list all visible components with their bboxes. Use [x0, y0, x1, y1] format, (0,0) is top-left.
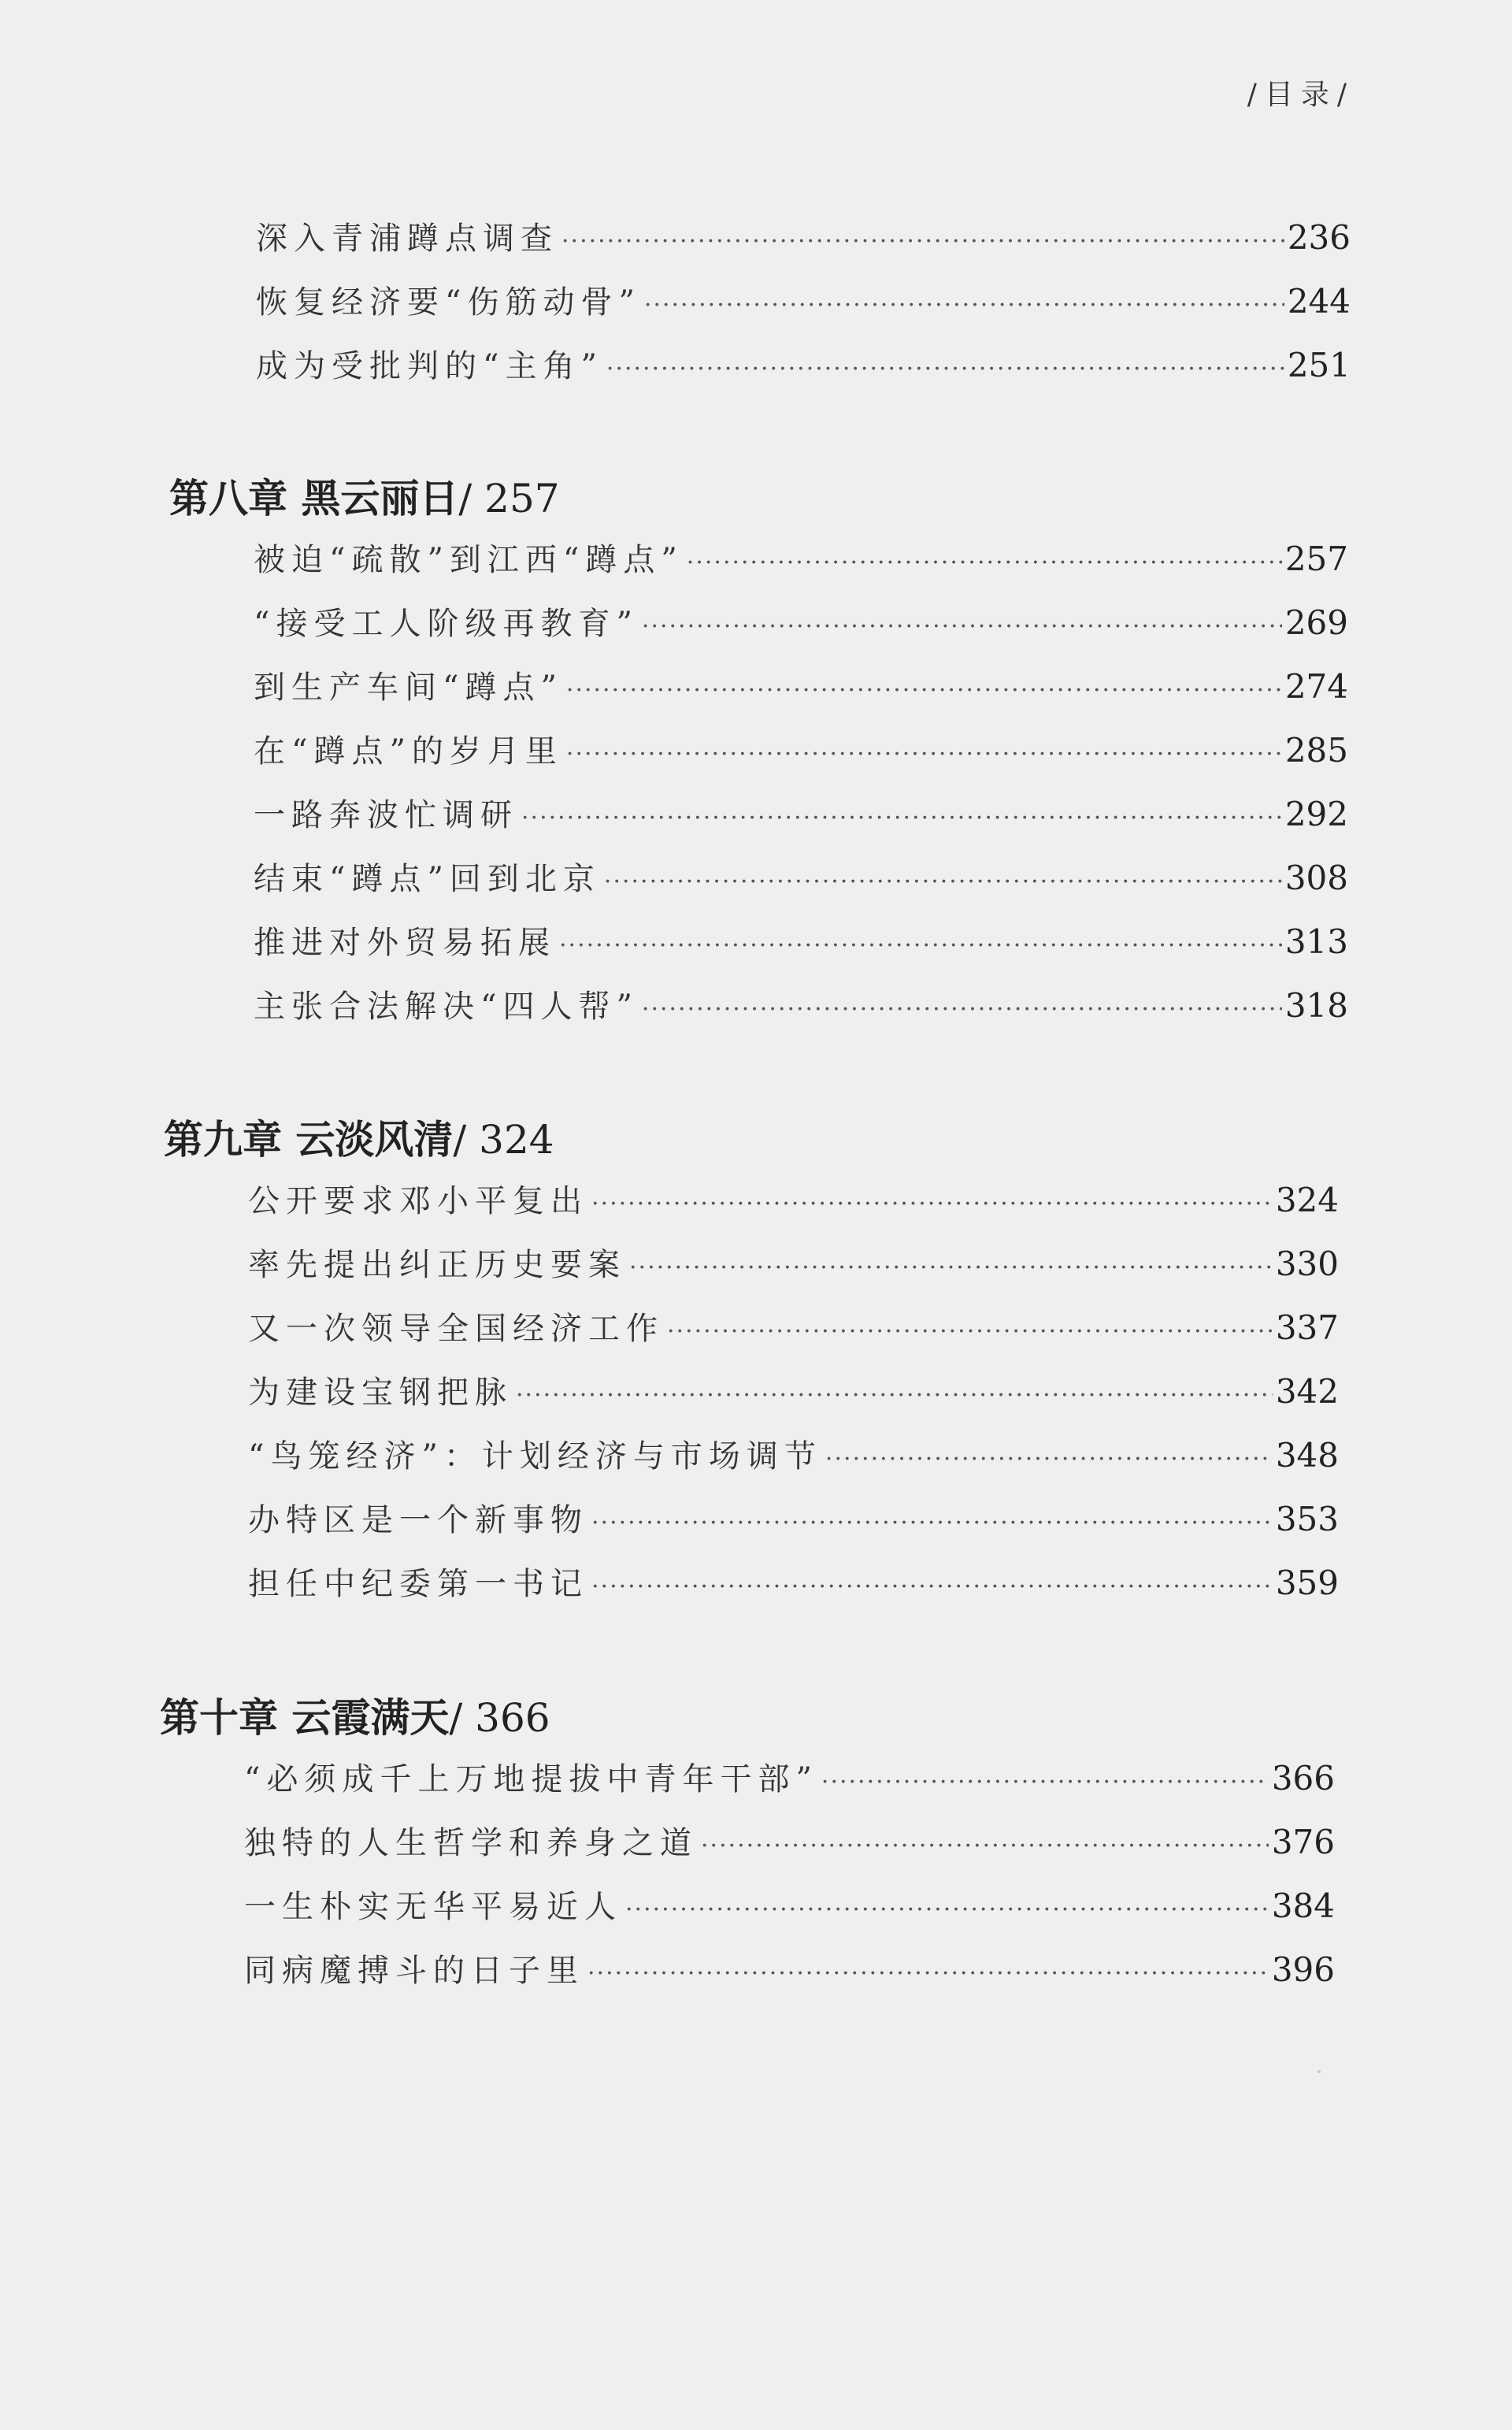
toc-entry — [244, 1819, 1335, 1866]
entry-page: 330 — [1275, 1245, 1339, 1283]
entry-title: 结束“蹲点”回到北京 — [254, 861, 601, 897]
entry-title: “必须成千上万地提拔中青年干部” — [244, 1761, 818, 1797]
entry-page: 236 — [1287, 218, 1351, 257]
entry-title: 办特区是一个新事物 — [248, 1502, 588, 1538]
chapter-title: 第八章 黑云丽日 — [169, 476, 459, 521]
leader-dots — [591, 1500, 1273, 1547]
leader-dots — [701, 1823, 1269, 1870]
leader-dots — [591, 1181, 1273, 1228]
entry-page: 292 — [1284, 795, 1348, 833]
entry-title: 主张合法解决“四人帮” — [254, 989, 639, 1025]
toc-entry — [248, 1177, 1339, 1224]
leader-dots — [604, 859, 1282, 906]
entry-page: 285 — [1284, 731, 1348, 770]
entry-page: 257 — [1284, 540, 1348, 578]
entry-page: 366 — [1271, 1759, 1335, 1797]
toc-entry — [256, 278, 1351, 325]
entry-title: 独特的人生哲学和养身之道 — [244, 1825, 698, 1861]
entry-title: 担任中纪委第一书记 — [248, 1566, 588, 1602]
entry-page: 337 — [1275, 1308, 1339, 1347]
entry-page: 269 — [1284, 603, 1348, 642]
entry-page: 384 — [1271, 1886, 1335, 1925]
entry-title: “鸟笼经济”：计划经济与市场调节 — [248, 1438, 822, 1475]
chapter-heading — [169, 471, 560, 526]
toc-entry — [256, 214, 1351, 262]
leader-dots — [825, 1436, 1273, 1483]
entry-page: 396 — [1271, 1950, 1335, 1989]
entry-page: 359 — [1275, 1564, 1339, 1602]
entry-title: 又一次领导全国经济工作 — [248, 1311, 664, 1347]
leader-dots — [606, 346, 1284, 393]
toc-entry — [248, 1496, 1339, 1543]
leader-dots — [629, 1245, 1273, 1292]
entry-title: 公开要求邓小平复出 — [248, 1183, 588, 1219]
leader-dots — [591, 1564, 1273, 1611]
entry-page: 313 — [1284, 922, 1348, 961]
toc-entry — [248, 1432, 1339, 1479]
chapter-title: 第十章 云霞满天 — [160, 1695, 450, 1741]
leader-dots — [625, 1886, 1269, 1934]
entry-title: 恢复经济要“伤筋动骨” — [256, 284, 641, 321]
entry-title: 推进对外贸易拓展 — [254, 925, 556, 961]
leader-dots — [644, 282, 1284, 329]
leader-dots — [642, 986, 1282, 1033]
toc-entry — [254, 727, 1348, 774]
leader-dots — [642, 603, 1282, 651]
entry-title: 率先提出纠正历史要案 — [248, 1247, 626, 1283]
leader-dots — [559, 922, 1282, 970]
entry-page: 251 — [1287, 346, 1351, 384]
leader-dots — [561, 218, 1284, 265]
toc-entry — [254, 855, 1348, 902]
entry-page: 318 — [1284, 986, 1348, 1025]
entry-page: 308 — [1284, 859, 1348, 897]
entry-title: 深入青浦蹲点调查 — [256, 221, 558, 257]
toc-entry — [254, 791, 1348, 838]
toc-entry — [254, 599, 1348, 647]
entry-page: 244 — [1287, 282, 1351, 321]
entry-title: 成为受批判的“主角” — [256, 348, 603, 384]
toc-entry — [244, 1883, 1335, 1930]
entry-page: 324 — [1275, 1181, 1339, 1219]
leader-dots — [587, 1950, 1269, 1998]
leader-dots — [687, 540, 1282, 587]
entry-page: 274 — [1284, 667, 1348, 706]
entry-page: 353 — [1275, 1500, 1339, 1538]
chapter-heading — [160, 1690, 550, 1746]
paper-speck — [1317, 2070, 1321, 2073]
toc-entry — [256, 342, 1351, 389]
entry-title: 被迫“疏散”到江西“蹲点” — [254, 542, 684, 578]
running-head: /目录/ — [1247, 79, 1354, 111]
entry-title: 到生产车间“蹲点” — [254, 670, 563, 706]
leader-dots — [566, 731, 1282, 778]
leader-dots — [521, 795, 1282, 842]
entry-page: 348 — [1275, 1436, 1339, 1475]
chapter-page: / 257 — [458, 476, 560, 521]
leader-dots — [667, 1308, 1273, 1356]
toc-entry — [248, 1241, 1339, 1288]
entry-title: 在“蹲点”的岁月里 — [254, 733, 563, 770]
toc-entry — [248, 1304, 1339, 1352]
toc-entry — [254, 663, 1348, 710]
chapter-page: / 324 — [453, 1117, 554, 1163]
leader-dots — [821, 1759, 1269, 1806]
toc-entry — [248, 1368, 1339, 1415]
entry-title: 为建设宝钢把脉 — [248, 1375, 513, 1411]
entry-title: “接受工人阶级再教育” — [254, 606, 639, 642]
leader-dots — [566, 667, 1282, 714]
toc-entry — [254, 918, 1348, 966]
entry-title: 一路奔波忙调研 — [254, 797, 518, 833]
toc-entry — [248, 1560, 1339, 1607]
entry-title: 同病魔搏斗的日子里 — [244, 1953, 584, 1989]
toc-entry — [244, 1946, 1335, 1994]
toc-entry — [244, 1755, 1335, 1802]
toc-entry — [254, 982, 1348, 1030]
chapter-heading — [164, 1112, 554, 1167]
entry-title: 一生朴实无华平易近人 — [244, 1889, 622, 1925]
chapter-page: / 366 — [449, 1695, 550, 1741]
chapter-title: 第九章 云淡风清 — [164, 1117, 454, 1163]
toc-entry — [254, 536, 1348, 583]
entry-page: 342 — [1275, 1372, 1339, 1411]
entry-page: 376 — [1271, 1823, 1335, 1861]
leader-dots — [516, 1372, 1273, 1419]
